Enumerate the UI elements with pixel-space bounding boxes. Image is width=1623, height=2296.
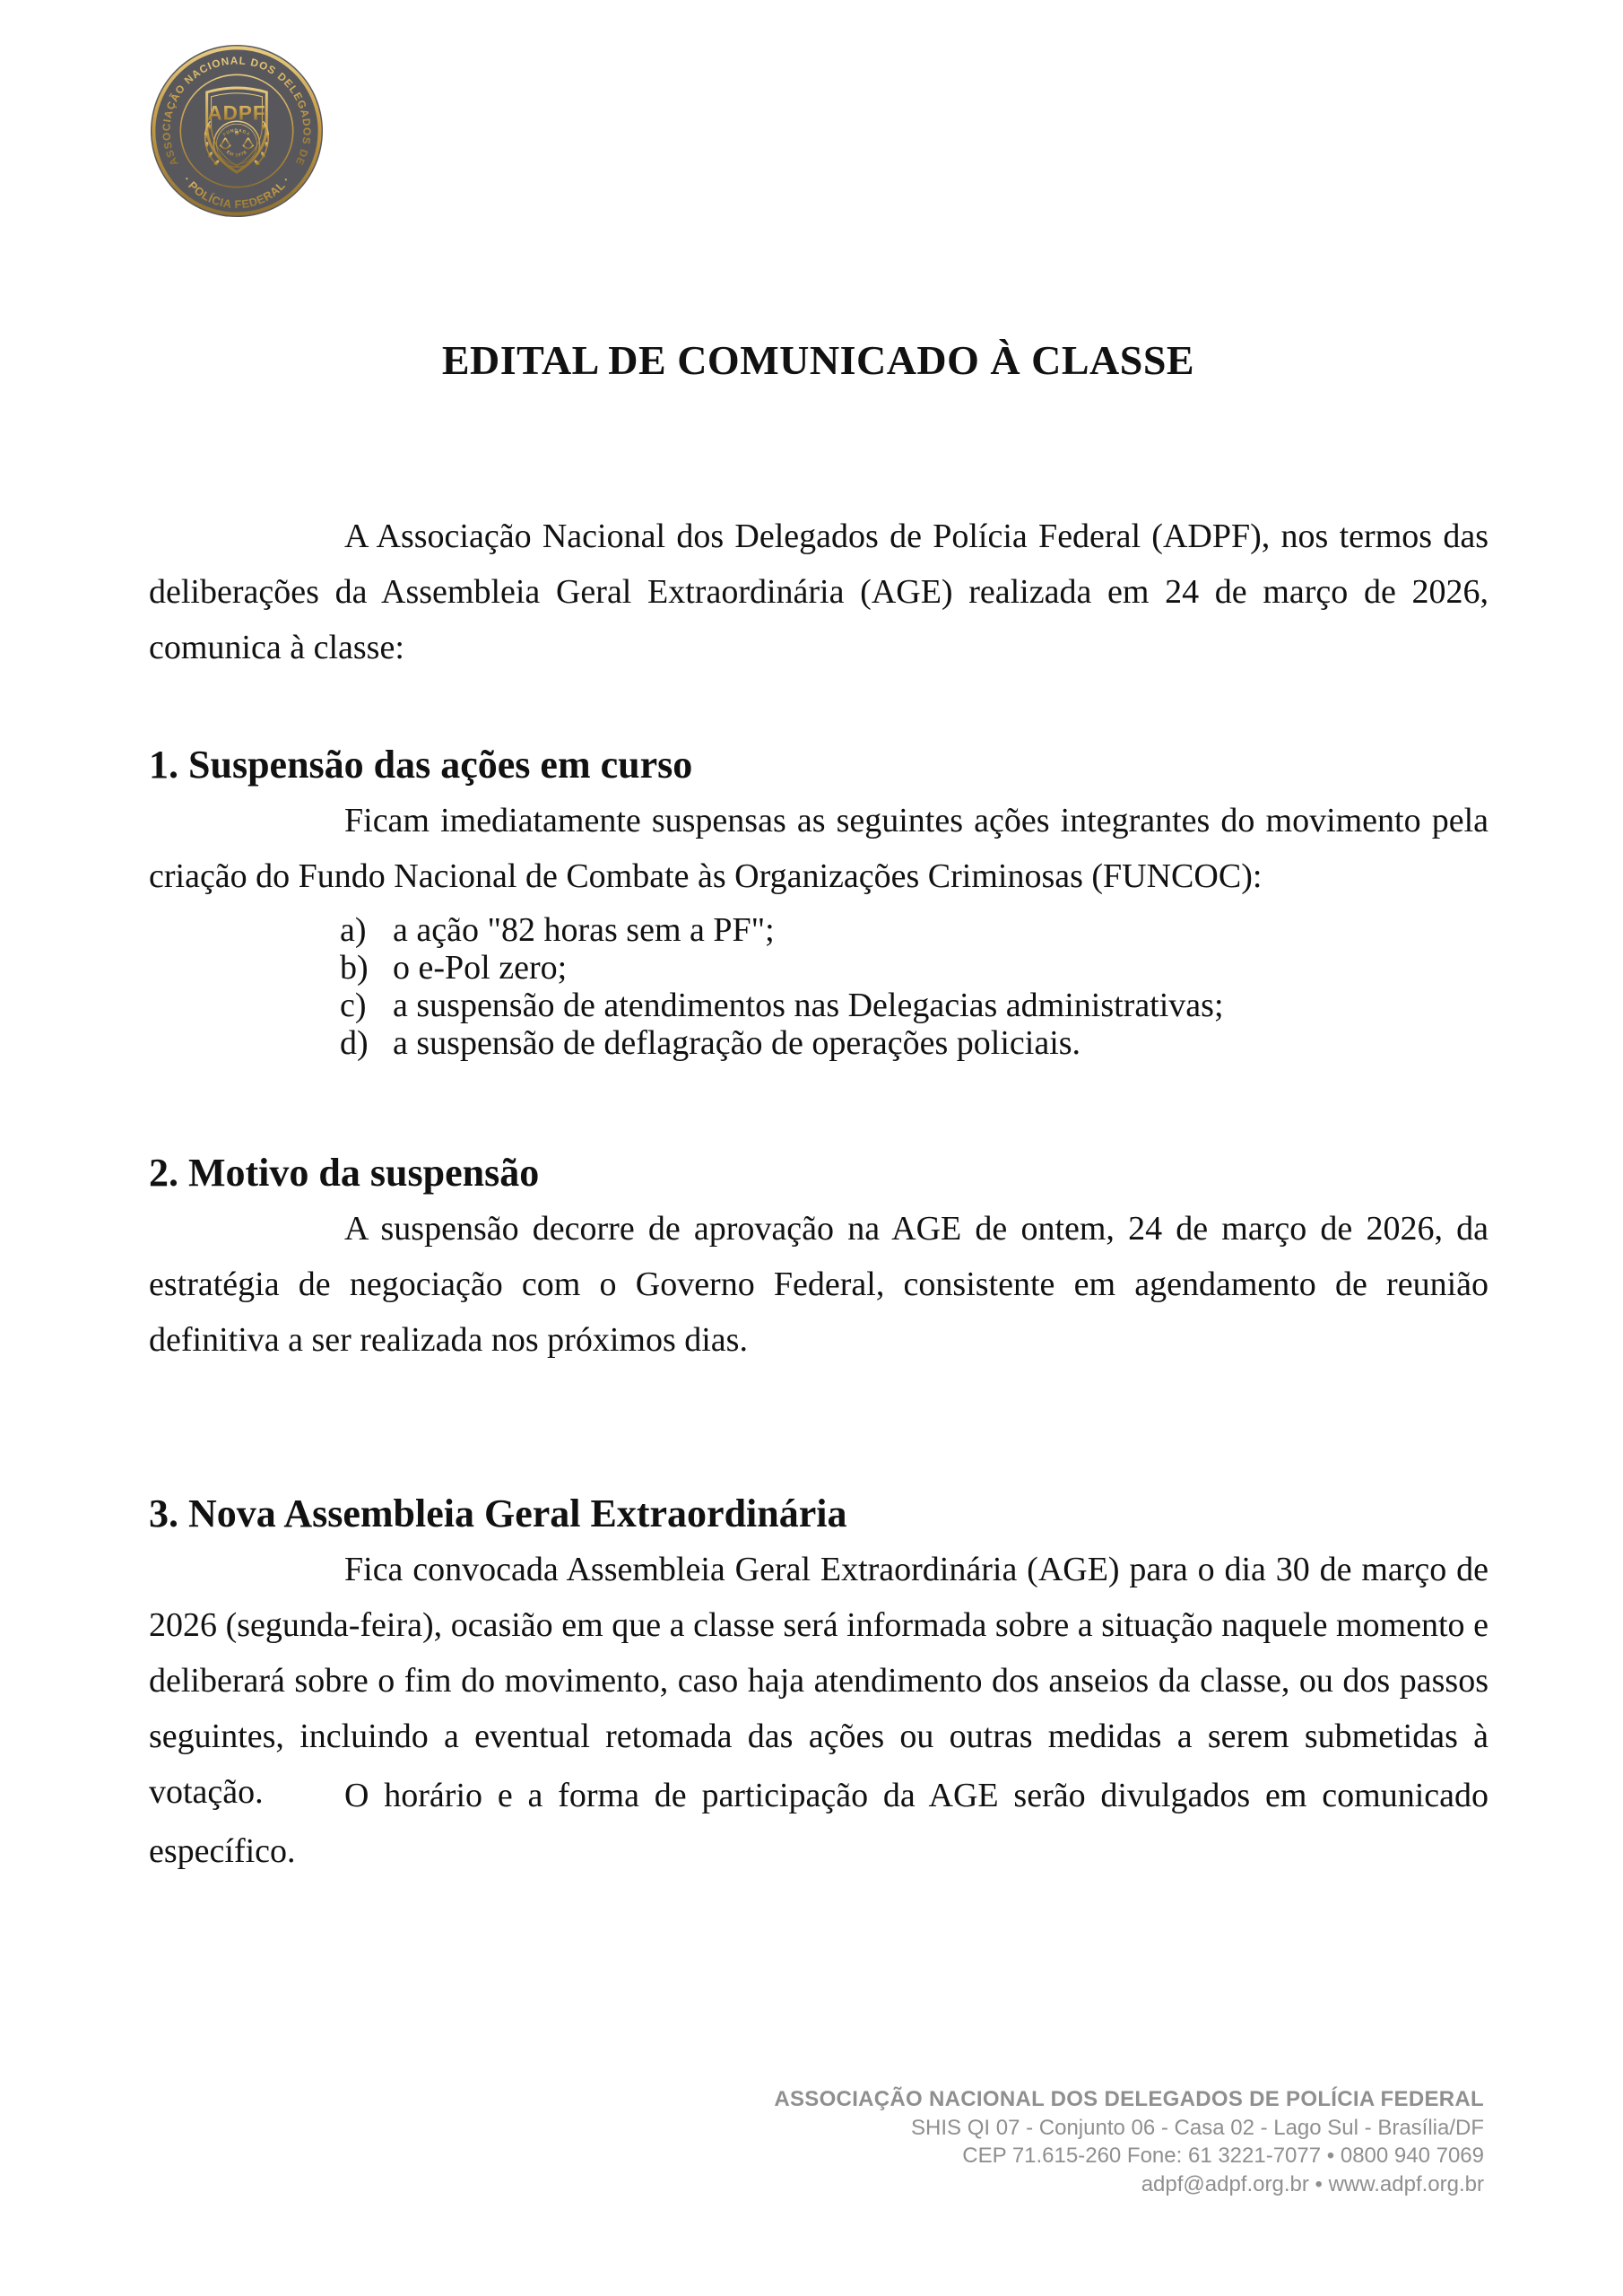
footer-web: adpf@adpf.org.br • www.adpf.org.br bbox=[1141, 2171, 1484, 2196]
seal-acronym-text: ADPF bbox=[207, 101, 266, 125]
seal-ring-top-text: ASSOCIAÇÃO NACIONAL DOS DELEGADOS DE bbox=[161, 55, 313, 168]
section-1-list bbox=[149, 911, 1488, 1062]
section-1-heading: 1. Suspensão das ações em curso bbox=[149, 743, 693, 787]
list-item-marker: b) bbox=[340, 949, 369, 987]
seal-ring-bottom-text: · POLÍCIA FEDERAL · bbox=[180, 173, 293, 212]
section-1-paragraph: Ficam imediatamente suspensas as seguintes ações integrantes do movimento pela criação do Fundo Nacional de Combate às Organizações Criminosas (FUNCOC): bbox=[149, 802, 1488, 895]
intro-block bbox=[149, 509, 1488, 675]
list-item bbox=[149, 987, 1488, 1024]
seal-inner-bottom-text: EM 1978 bbox=[225, 150, 248, 159]
list-item bbox=[149, 949, 1488, 987]
list-item bbox=[149, 911, 1488, 949]
section-3-heading: 3. Nova Assembleia Geral Extraordinária bbox=[149, 1492, 847, 1535]
section-2-paragraph: A suspensão decorre de aprovação na AGE de ontem, 24 de março de 2026, da estratégia de negociação com o Governo Federal, consistente em agendamento de reunião definitiva a ser realizada nos próximos dias. bbox=[149, 1210, 1488, 1359]
footer-address: SHIS QI 07 - Conjunto 06 - Casa 02 - Lago Sul - Brasília/DF bbox=[911, 2115, 1484, 2140]
list-item-marker: d) bbox=[340, 1024, 369, 1062]
page-title: EDITAL DE COMUNICADO À CLASSE bbox=[441, 337, 1195, 383]
section-1 bbox=[149, 737, 1488, 904]
section-2-heading: 2. Motivo da suspensão bbox=[149, 1151, 540, 1195]
section-3-paragraph: Fica convocada Assembleia Geral Extraordinária (AGE) para o dia 30 de março de 2026 (segunda-feira), ocasião em que a classe será informada sobre a situação naquele momento e deliberará sobre o fim do movimento, caso haja atendimento dos anseios da classe, ou dos passos seguintes, incluindo a eventual retomada das ações ou outras medidas a serem submetidas à votação. bbox=[149, 1551, 1488, 1811]
footer-contacts: CEP 71.615-260 Fone: 61 3221-7077 • 0800 940 7069 bbox=[962, 2144, 1484, 2168]
list-item-text: o e-Pol zero; bbox=[393, 949, 568, 987]
list-item-text: a suspensão de atendimentos nas Delegacias administrativas; bbox=[393, 987, 1224, 1024]
intro-paragraph: A Associação Nacional dos Delegados de Polícia Federal (ADPF), nos termos das deliberações da Assembleia Geral Extraordinária (AGE) realizada em 24 de março de 2026, comunica à classe: bbox=[149, 517, 1488, 666]
list-item-text: a suspensão de deflagração de operações policiais. bbox=[393, 1024, 1081, 1062]
adpf-seal-icon bbox=[149, 43, 325, 219]
list-item-text: a ação "82 horas sem a PF"; bbox=[393, 911, 775, 949]
adpf-seal-logo bbox=[149, 43, 325, 219]
list-item-marker: c) bbox=[340, 987, 367, 1024]
letterhead-footer bbox=[498, 2085, 1484, 2198]
closing-block bbox=[149, 1768, 1488, 1879]
list-item bbox=[149, 1024, 1488, 1062]
closing-paragraph: O horário e a forma de participação da AGE serão divulgados em comunicado específico. bbox=[149, 1777, 1488, 1870]
footer-organization: ASSOCIAÇÃO NACIONAL DOS DELEGADOS DE POLÍCIA FEDERAL bbox=[774, 2087, 1484, 2111]
section-2 bbox=[149, 1145, 1488, 1368]
list-item-marker: a) bbox=[340, 911, 367, 949]
seal-inner-top-text: FUNDADA bbox=[222, 128, 251, 138]
